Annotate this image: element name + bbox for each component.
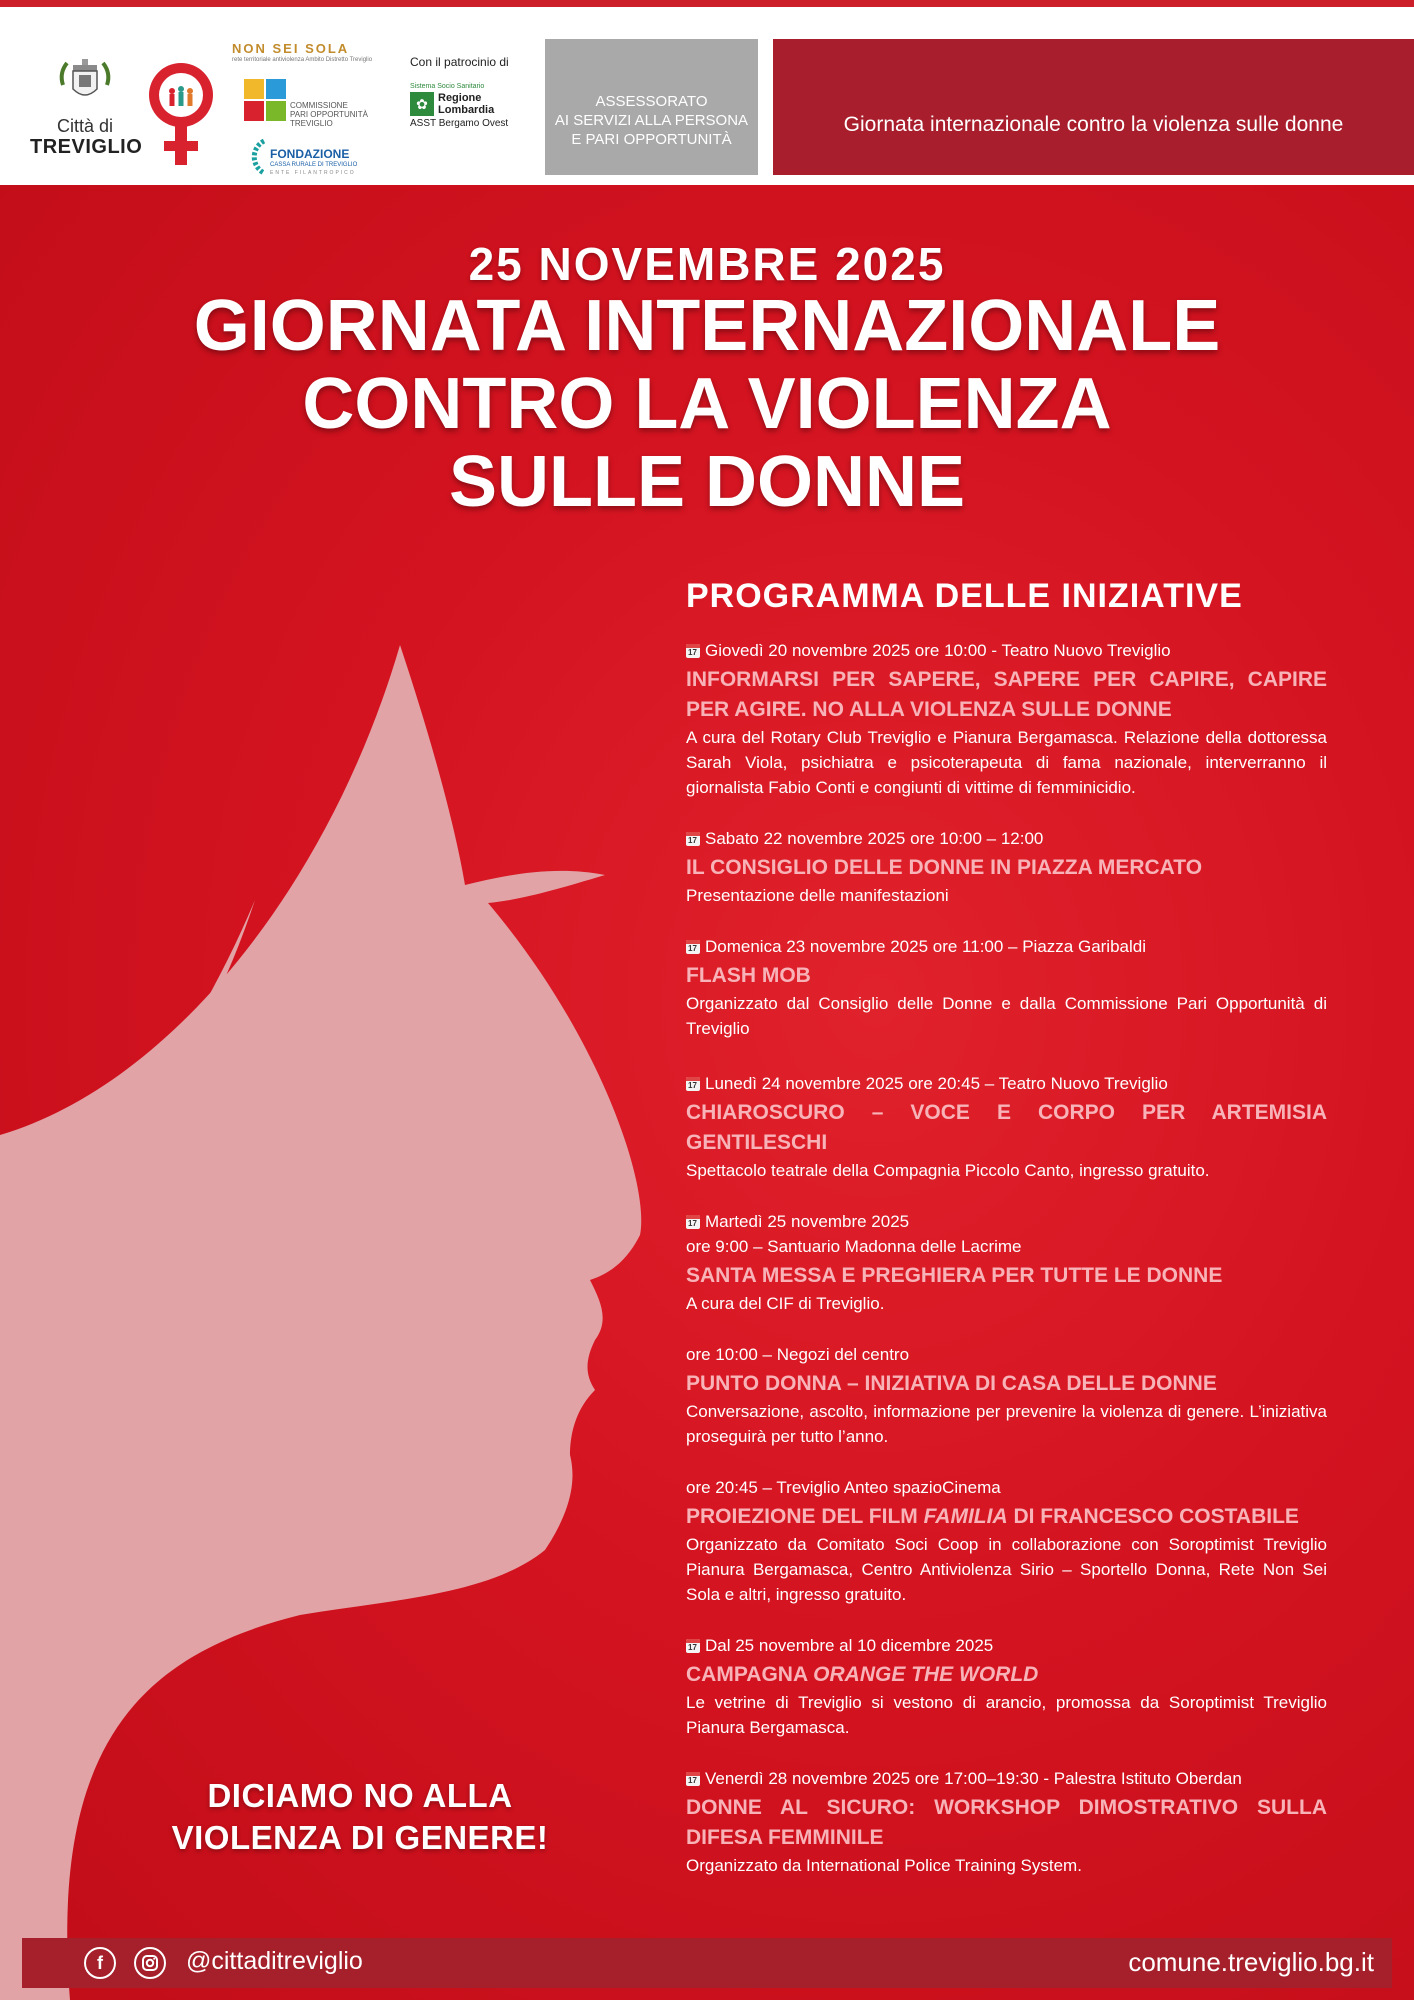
sistema-socio-label: Sistema Socio Sanitario xyxy=(410,83,485,90)
event-title: FLASH MOB xyxy=(686,964,811,987)
event-title-part: CAMPAGNA xyxy=(686,1663,814,1686)
event-when-text: Martedì 25 novembre 2025 xyxy=(705,1212,910,1231)
event-title: DONNE AL SICURO: WORKSHOP DIMOSTRATIVO SULLA DIFESA FEMMINILE xyxy=(686,1796,1327,1849)
fondazione-subtitle: CASSA RURALE DI TREVIGLIO xyxy=(270,162,358,168)
event-when-secondary: ore 9:00 – Santuario Madonna delle Lacrime xyxy=(686,1237,1022,1256)
event-description: Conversazione, ascolto, informazione per prevenire la violenza di genere. L’iniziativa proseguirà per tutto l’anno. xyxy=(686,1402,1327,1446)
assessorato-line-1: ASSESSORATO xyxy=(595,92,708,110)
film-title: FAMILIA xyxy=(923,1505,1008,1528)
venus-logo-icon xyxy=(146,57,216,169)
calendar-icon xyxy=(686,832,700,846)
instagram-icon[interactable] xyxy=(134,1947,166,1979)
title-line-3: SULLE DONNE xyxy=(448,442,966,522)
assessorato-box xyxy=(545,39,758,175)
event-when xyxy=(686,1766,1327,1791)
event-description: Spettacolo teatrale della Compagnia Piccolo Canto, ingresso gratuito. xyxy=(686,1161,1210,1180)
event-title: CHIAROSCURO – VOCE E CORPO PER ARTEMISIA GENTILESCHI xyxy=(686,1101,1327,1154)
title-line-2: CONTRO LA VIOLENZA xyxy=(302,364,1112,444)
event-description: Organizzato dal Consiglio delle Donne e dalla Commissione Pari Opportunità di Treviglio xyxy=(686,994,1327,1038)
event-item xyxy=(686,1766,1327,1878)
event-description: Presentazione delle manifestazioni xyxy=(686,886,949,905)
event-item xyxy=(686,826,1327,908)
program-list xyxy=(686,638,1327,1878)
program-title: PROGRAMMA DELLE INIZIATIVE xyxy=(686,577,1243,615)
event-when xyxy=(686,934,1327,959)
calendar-icon xyxy=(686,644,700,658)
footer-bar xyxy=(22,1938,1392,1988)
fondazione-tagline: ENTE FILANTROPICO xyxy=(270,170,356,176)
social-handle[interactable]: @cittaditreviglio xyxy=(186,1947,363,1975)
patrocinio-block xyxy=(410,55,535,155)
event-when-text: Dal 25 novembre al 10 dicembre 2025 xyxy=(705,1636,994,1655)
assessorato-line-3: E PARI OPPORTUNITÀ xyxy=(571,130,732,148)
slogan-line-1: DICIAMO NO ALLA xyxy=(207,1777,513,1814)
fondazione-title: FONDAZIONE xyxy=(270,147,350,161)
event-title: IL CONSIGLIO DELLE DONNE IN PIAZZA MERCATO xyxy=(686,856,1203,879)
header-band: Giornata internazionale contro la violenza sulle donne xyxy=(773,39,1414,175)
calendar-icon xyxy=(686,940,700,954)
non-sei-sola-title: NON SEI SOLA xyxy=(232,41,350,56)
calendar-icon xyxy=(686,1077,700,1091)
event-description: A cura del CIF di Treviglio. xyxy=(686,1294,885,1313)
commissione-logo xyxy=(242,77,372,137)
commissione-line-3: TREVIGLIO xyxy=(290,119,333,128)
event-when: ore 20:45 – Treviglio Anteo spazioCinema xyxy=(686,1478,1001,1497)
event-when-text: Sabato 22 novembre 2025 ore 10:00 – 12:00 xyxy=(705,829,1044,848)
regione-line-1: Regione xyxy=(438,92,482,104)
event-title: SANTA MESSA E PREGHIERA PER TUTTE LE DONNE xyxy=(686,1264,1223,1287)
non-sei-sola-subtitle: rete territoriale antiviolenza Ambito Distretto Treviglio xyxy=(232,57,373,63)
facebook-icon[interactable]: f xyxy=(84,1947,116,1979)
event-when-text: Lunedì 24 novembre 2025 ore 20:45 – Teatro Nuovo Treviglio xyxy=(705,1074,1168,1093)
event-when xyxy=(686,1633,1327,1658)
event-title xyxy=(686,1502,1327,1532)
regione-lombardia-logo xyxy=(410,92,535,116)
event-description: A cura del Rotary Club Treviglio e Pianura Bergamasca. Relazione della dottoressa Sarah Viola, psichiatra e psicoterapeuta di fama nazionale, interverranno il giornalista Fabio Conti e congiunti di vittime di femminicidio. xyxy=(686,728,1327,797)
event-when-text: Venerdì 28 novembre 2025 ore 17:00–19:30 - Palestra Istituto Oberdan xyxy=(705,1769,1242,1788)
event-when xyxy=(686,1209,1327,1234)
fondazione-logo xyxy=(240,137,370,187)
event-item xyxy=(686,1475,1327,1607)
treviglio-logo xyxy=(30,55,143,175)
puzzle-icon xyxy=(242,77,288,129)
event-item xyxy=(686,1071,1327,1183)
event-title-part: DI FRANCESCO COSTABILE xyxy=(1007,1505,1299,1528)
city-name-label: TREVIGLIO xyxy=(30,136,143,158)
patrocinio-label: Con il patrocinio di xyxy=(410,55,509,69)
slogan xyxy=(130,1775,590,1859)
regione-line-2: Lombardia xyxy=(438,104,495,116)
event-title: INFORMARSI PER SAPERE, SAPERE PER CAPIRE, CAPIRE PER AGIRE. NO ALLA VIOLENZA SULLE DONNE xyxy=(686,668,1327,721)
event-title xyxy=(686,1660,1327,1690)
header xyxy=(0,7,1414,185)
event-when: ore 10:00 – Negozi del centro xyxy=(686,1345,910,1364)
event-description: Le vetrine di Treviglio si vestono di arancio, promossa da Soroptimist Treviglio Pianura Bergamasca. xyxy=(686,1693,1327,1737)
consiglio-donne-logo xyxy=(146,57,216,169)
commissione-line-2: PARI OPPORTUNITÀ xyxy=(290,110,368,119)
main-area xyxy=(0,185,1414,2000)
top-accent-line xyxy=(0,0,1414,7)
event-item xyxy=(686,638,1327,800)
rosa-camuna-icon: ✿ xyxy=(410,92,434,116)
event-title-part: PROIEZIONE DEL FILM xyxy=(686,1505,924,1528)
calendar-icon xyxy=(686,1772,700,1786)
fondazione-arc-icon xyxy=(240,137,268,177)
event-when xyxy=(686,826,1327,851)
commissione-line-1: COMMISSIONE xyxy=(290,101,348,110)
event-when-text: Domenica 23 novembre 2025 ore 11:00 – Piazza Garibaldi xyxy=(705,937,1147,956)
partner-logos xyxy=(232,41,392,191)
instagram-glyph-icon xyxy=(141,1954,159,1972)
website-link[interactable]: comune.treviglio.bg.it xyxy=(1128,1947,1374,1977)
coat-of-arms-icon xyxy=(55,55,115,107)
slogan-line-2: VIOLENZA DI GENERE! xyxy=(171,1819,549,1856)
asst-label: ASST Bergamo Ovest xyxy=(410,118,509,129)
event-item xyxy=(686,934,1327,1041)
page-title xyxy=(100,287,1314,521)
commissione-text xyxy=(290,101,368,128)
event-when-text: Giovedì 20 novembre 2025 ore 10:00 - Teatro Nuovo Treviglio xyxy=(705,641,1171,660)
event-title: PUNTO DONNA – INIZIATIVA DI CASA DELLE DONNE xyxy=(686,1372,1217,1395)
assessorato-line-2: AI SERVIZI ALLA PERSONA xyxy=(554,111,749,129)
event-item xyxy=(686,1633,1327,1740)
event-when xyxy=(686,638,1327,663)
title-line-1: GIORNATA INTERNAZIONALE xyxy=(193,286,1221,366)
city-small-label: Città di xyxy=(56,116,114,136)
calendar-icon xyxy=(686,1215,700,1229)
event-item xyxy=(686,1209,1327,1316)
calendar-icon xyxy=(686,1639,700,1653)
event-item xyxy=(686,1342,1327,1449)
event-date: 25 NOVEMBRE 2025 xyxy=(468,238,946,290)
event-when xyxy=(686,1071,1327,1096)
event-description: Organizzato da International Police Training System. xyxy=(686,1856,1082,1875)
event-description: Organizzato da Comitato Soci Coop in collaborazione con Soroptimist Treviglio Pianura Bergamasca, Centro Antiviolenza Sirio – Sportello Donna, Rete Non Sei Sola e altri, ingresso gratuito. xyxy=(686,1535,1327,1604)
campaign-name: ORANGE THE WORLD xyxy=(813,1663,1039,1686)
regione-text xyxy=(438,92,494,116)
